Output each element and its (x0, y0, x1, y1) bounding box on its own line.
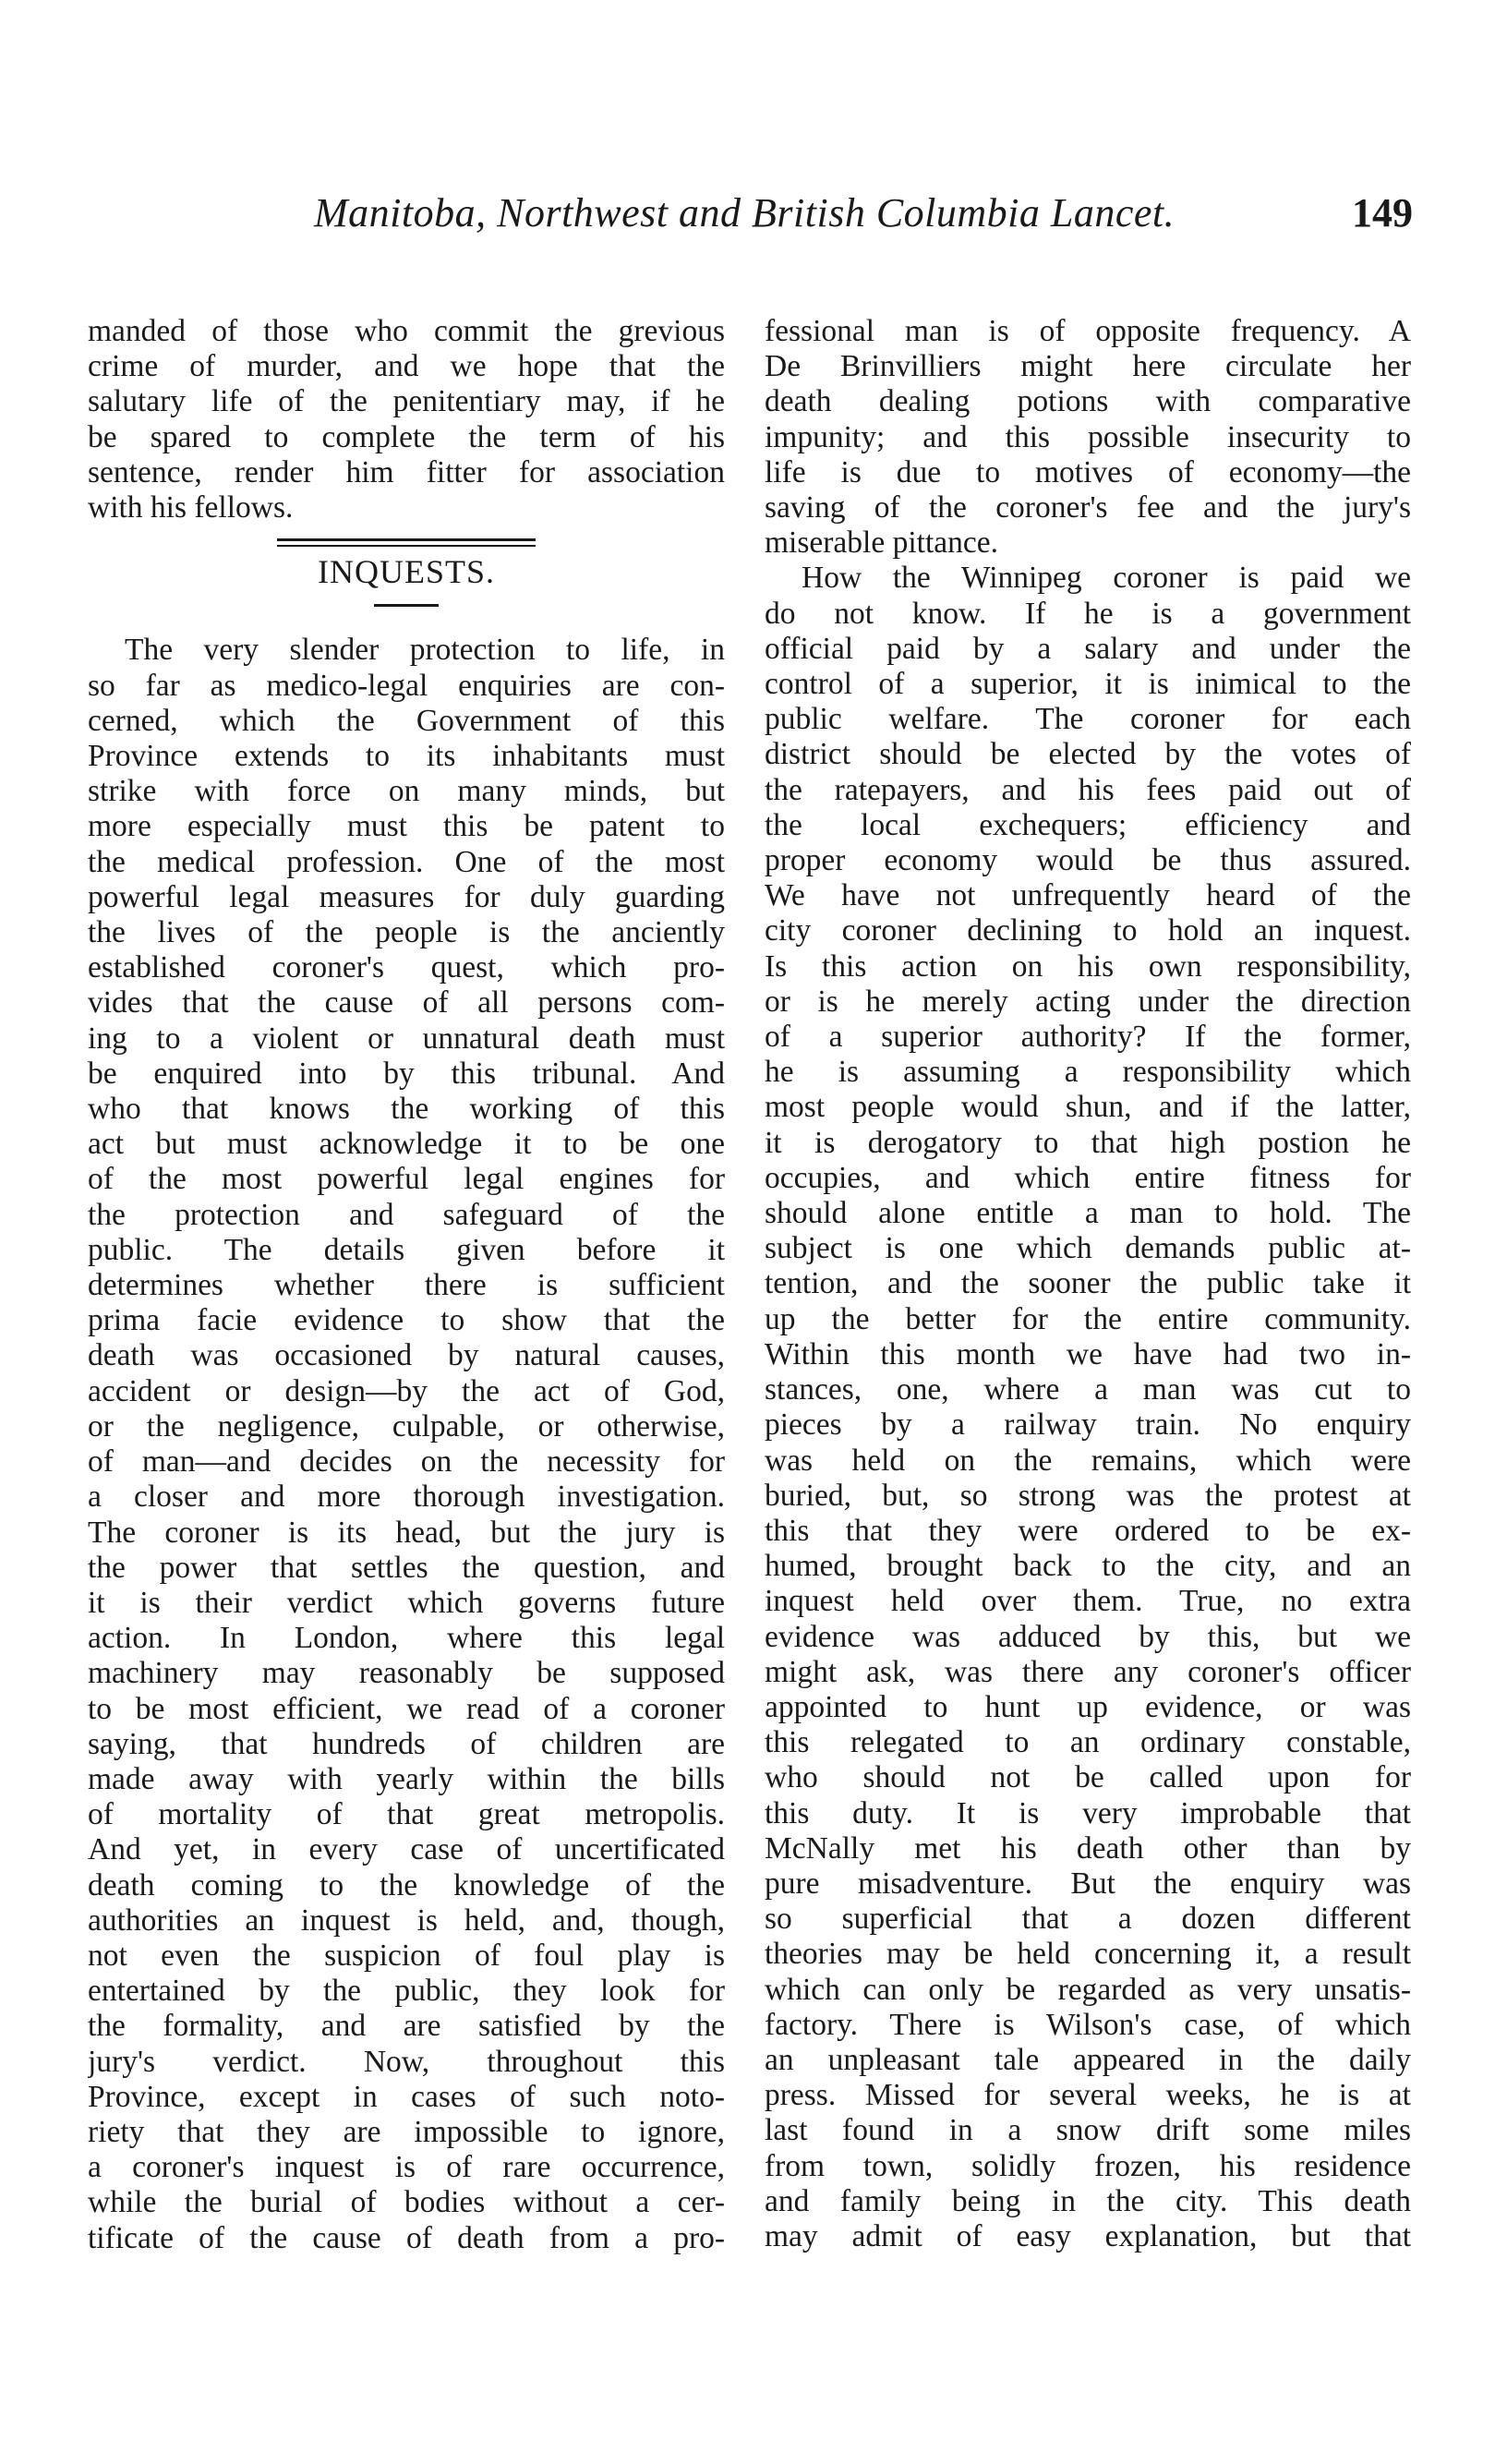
text-line: who should not be called upon for (765, 1760, 1411, 1795)
text-line: be spared to complete the term of his (88, 419, 725, 454)
text-line: accident or design—by the act of God, (88, 1373, 725, 1408)
text-line: death coming to the knowledge of the (88, 1867, 725, 1902)
text-line: do not know. If he is a government (765, 596, 1411, 631)
text-line: the formality, and are satisfied by the (88, 2009, 725, 2044)
text-line: We have not unfrequently heard of the (765, 878, 1411, 913)
text-line: this duty. It is very improbable that (765, 1795, 1411, 1830)
text-line: buried, but, so strong was the protest at (765, 1478, 1411, 1513)
text-line: humed, brought back to the city, and an (765, 1549, 1411, 1584)
text-line: manded of those who commit the grevious (88, 314, 725, 348)
text-line: vides that the cause of all persons com- (88, 985, 725, 1021)
text-line: Within this month we have had two in- (765, 1336, 1411, 1371)
text-line: evidence was adduced by this, but we (765, 1619, 1411, 1654)
text-line: the protection and safeguard of the (88, 1197, 725, 1232)
text-line: act but must acknowledge it to be one (88, 1127, 725, 1162)
text-line: while the burial of bodies without a cer- (88, 2185, 725, 2220)
text-line: Is this action on his own responsibility, (765, 948, 1411, 984)
text-line: or the negligence, culpable, or otherwise, (88, 1408, 725, 1443)
text-line: determines whether there is sufficient (88, 1268, 725, 1303)
text-line: authorities an inquest is held, and, though, (88, 1902, 725, 1938)
text-line: established coroner's quest, which pro- (88, 950, 725, 985)
text-line: inquest held over them. True, no extra (765, 1584, 1411, 1619)
section-title: INQUESTS. (317, 553, 495, 591)
text-line: it is their verdict which governs future (88, 1585, 725, 1620)
text-line: life is due to motives of economy—the (765, 454, 1411, 489)
text-line: the lives of the people is the anciently (88, 915, 725, 950)
text-line: subject is one which demands public at- (765, 1231, 1411, 1266)
intro-paragraph (88, 314, 725, 525)
text-line: The very slender protection to life, in (125, 633, 725, 668)
text-line: was held on the remains, which were (765, 1443, 1411, 1478)
text-line: most people would shun, and if the latter, (765, 1090, 1411, 1125)
text-line: And yet, in every case of uncertificated (88, 1832, 725, 1867)
text-line: the power that settles the question, and (88, 1550, 725, 1585)
text-line: a closer and more thorough investigation. (88, 1480, 725, 1515)
inquests-paragraph (88, 633, 725, 2255)
text-line: this relegated to an ordinary constable, (765, 1725, 1411, 1760)
text-line: so far as medico-legal enquiries are con- (88, 668, 725, 703)
text-line: factory. There is Wilson's case, of which (765, 2007, 1411, 2042)
text-line: occupies, and which entire fitness for (765, 1160, 1411, 1195)
text-line: De Brinvilliers might here circulate her (765, 349, 1411, 384)
text-line: riety that they are impossible to ignore, (88, 2114, 725, 2149)
text-line: saving of the coroner's fee and the jury's (765, 490, 1411, 525)
text-line: crime of murder, and we hope that the (88, 349, 725, 384)
text-line: McNally met his death other than by (765, 1830, 1411, 1866)
text-line: miserable pittance. (765, 525, 999, 561)
text-line: which can only be regarded as very unsatis- (765, 1972, 1411, 2007)
text-line: might ask, was there any coroner's officer (765, 1654, 1411, 1689)
section-divider-double (277, 538, 536, 547)
text-line: theories may be held concerning it, a result (765, 1937, 1411, 1972)
left-column (88, 314, 725, 2256)
text-line: city coroner declining to hold an inquest. (765, 913, 1411, 948)
text-line: the ratepayers, and his fees paid out of (765, 772, 1411, 807)
running-title: Manitoba, Northwest and British Columbia Lancet. (314, 190, 1175, 236)
text-line: so superficial that a dozen different (765, 1902, 1411, 1937)
text-line: The coroner is its head, but the jury is (88, 1515, 725, 1550)
text-line: the medical profession. One of the most (88, 844, 725, 879)
text-line: who that knows the working of this (88, 1092, 725, 1127)
text-line: public. The details given before it (88, 1232, 725, 1267)
text-line: entertained by the public, they look for (88, 1974, 725, 2009)
text-line: last found in a snow drift some miles (765, 2113, 1411, 2148)
text-line: should alone entitle a man to hold. The (765, 1196, 1411, 1231)
text-line: Province extends to its inhabitants must (88, 739, 725, 774)
text-line: or is he merely acting under the direction (765, 984, 1411, 1019)
text-line: it is derogatory to that high postion he (765, 1125, 1411, 1160)
right-column (765, 314, 1411, 2254)
text-line: stances, one, where a man was cut to (765, 1372, 1411, 1407)
text-line: made away with yearly within the bills (88, 1761, 725, 1796)
text-line: strike with force on many minds, but (88, 774, 725, 809)
text-line: to be most efficient, we read of a coroner (88, 1691, 725, 1726)
text-line: ing to a violent or unnatural death must (88, 1021, 725, 1056)
coroner-paragraph (765, 561, 1411, 2254)
text-line: of the most powerful legal engines for (88, 1162, 725, 1197)
text-line: district should be elected by the votes of (765, 737, 1411, 772)
text-line: of a superior authority? If the former, (765, 1020, 1411, 1055)
text-line: proper economy would be thus assured. (765, 843, 1411, 878)
text-line: pieces by a railway train. No enquiry (765, 1407, 1411, 1443)
text-line: salutary life of the penitentiary may, if he (88, 384, 725, 419)
text-line: be enquired into by this tribunal. And (88, 1056, 725, 1091)
text-line: death was occasioned by natural causes, (88, 1338, 725, 1373)
text-line: a coroner's inquest is of rare occurrence, (88, 2150, 725, 2185)
text-line: this that they were ordered to be ex- (765, 1513, 1411, 1548)
text-line: powerful legal measures for duly guarding (88, 879, 725, 914)
text-line: more especially must this be patent to (88, 809, 725, 844)
text-line: of man—and decides on the necessity for (88, 1444, 725, 1480)
text-line: not even the suspicion of foul play is (88, 1938, 725, 1973)
text-line: prima facie evidence to show that the (88, 1303, 725, 1338)
text-line: an unpleasant tale appeared in the daily (765, 2042, 1411, 2077)
text-line: with his fellows. (88, 490, 294, 525)
text-line: may admit of easy explanation, but that (765, 2218, 1411, 2253)
text-line: How the Winnipeg coroner is paid we (802, 561, 1411, 596)
text-line: death dealing potions with comparative (765, 384, 1411, 419)
text-line: tificate of the cause of death from a pro- (88, 2220, 725, 2255)
text-line: sentence, render him fitter for association (88, 454, 725, 489)
text-line: press. Missed for several weeks, he is at (765, 2078, 1411, 2113)
text-line: pure misadventure. But the enquiry was (765, 1866, 1411, 1901)
text-line: he is assuming a responsibility which (765, 1055, 1411, 1090)
text-line: of mortality of that great metropolis. (88, 1797, 725, 1832)
text-line: up the better for the entire community. (765, 1301, 1411, 1336)
text-line: impunity; and this possible insecurity to (765, 419, 1411, 454)
text-line: public welfare. The coroner for each (765, 702, 1411, 737)
text-line: saying, that hundreds of children are (88, 1726, 725, 1761)
text-line: cerned, which the Government of this (88, 703, 725, 738)
text-line: control of a superior, it is inimical to the (765, 667, 1411, 702)
running-header (268, 189, 1413, 245)
text-line: appointed to hunt up evidence, or was (765, 1689, 1411, 1724)
text-line: action. In London, where this legal (88, 1621, 725, 1656)
continuation-paragraph (765, 314, 1411, 561)
text-line: the local exchequers; efficiency and (765, 807, 1411, 842)
page-number: 149 (1352, 190, 1413, 236)
text-line: machinery may reasonably be supposed (88, 1656, 725, 1691)
section-divider-short (374, 604, 439, 607)
text-line: fessional man is of opposite frequency. A (765, 314, 1411, 348)
text-line: tention, and the sooner the public take it (765, 1266, 1411, 1301)
text-line: official paid by a salary and under the (765, 631, 1411, 666)
text-line: and family being in the city. This death (765, 2183, 1411, 2218)
text-line: jury's verdict. Now, throughout this (88, 2044, 725, 2079)
text-line: from town, solidly frozen, his residence (765, 2148, 1411, 2183)
text-line: Province, except in cases of such noto- (88, 2079, 725, 2114)
